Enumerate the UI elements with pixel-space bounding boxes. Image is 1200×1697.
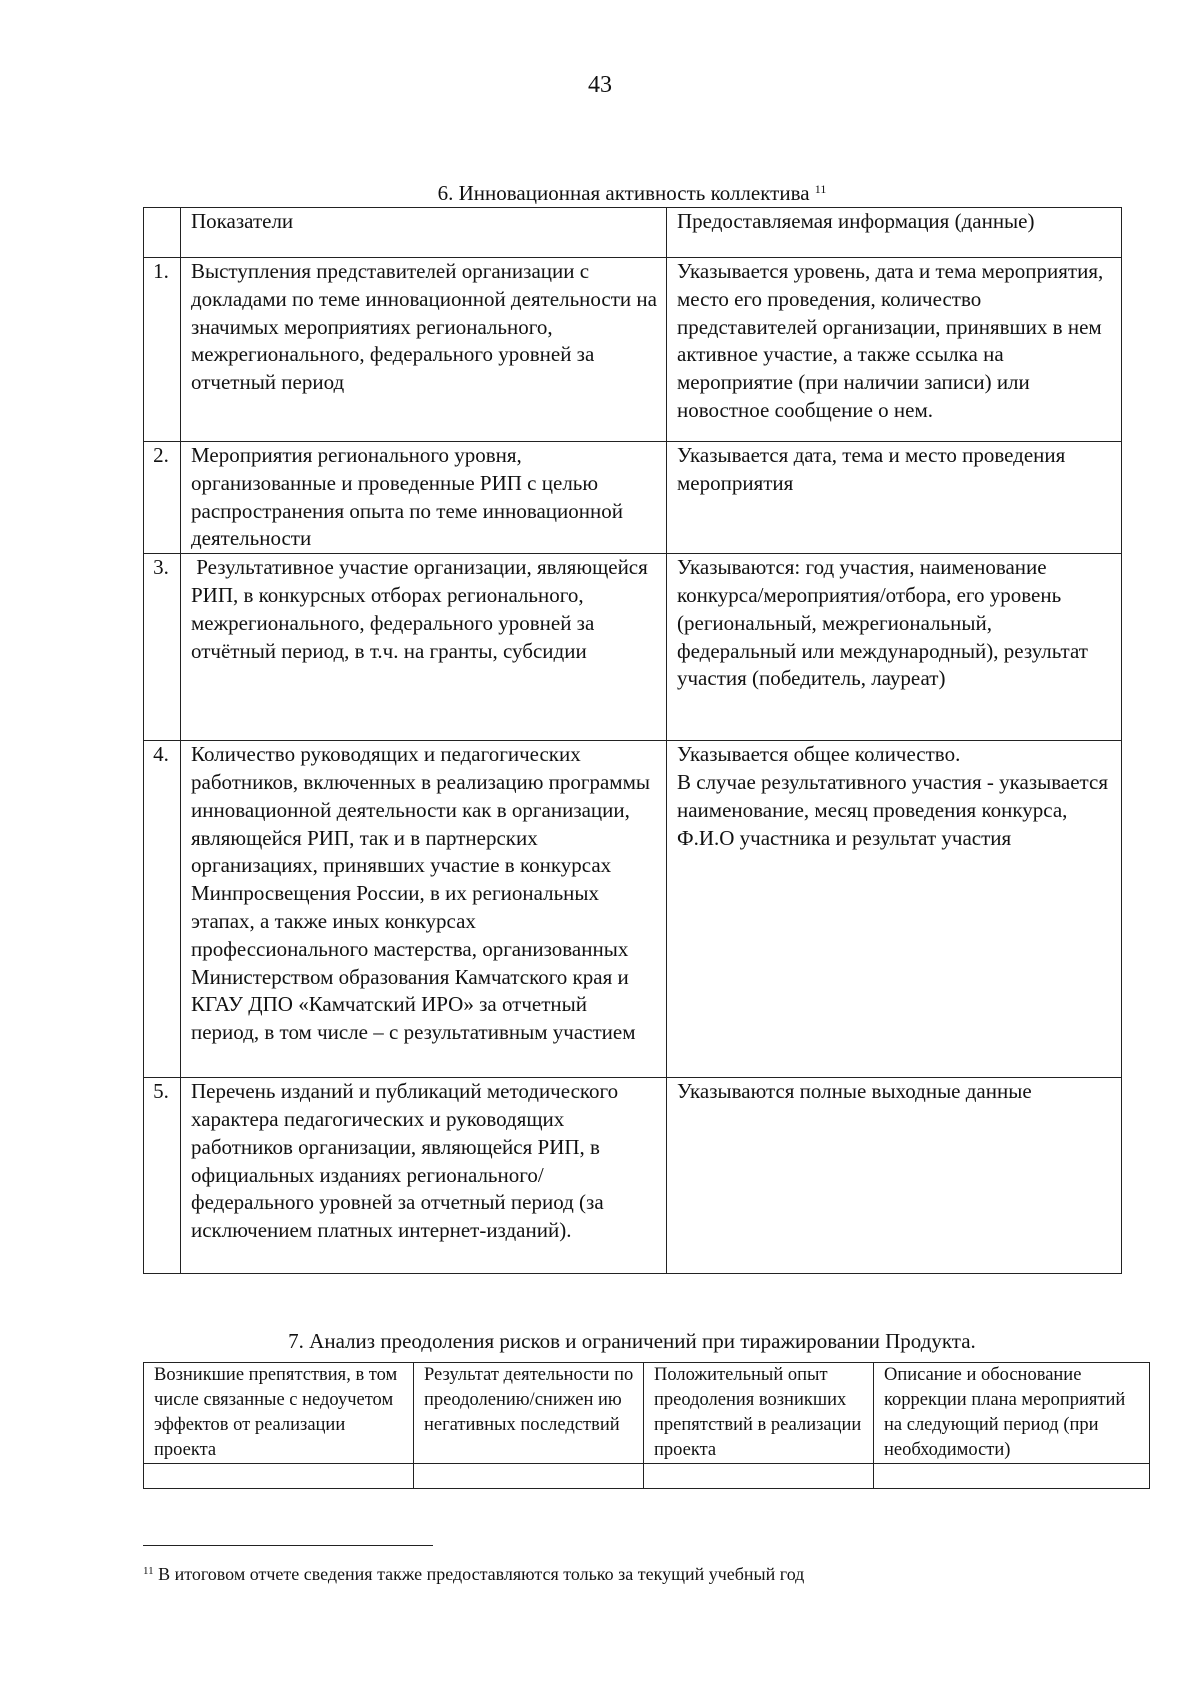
row-info: Указываются полные выходные данные [667,1078,1122,1274]
row-info: Указываются: год участия, наименование конкурса/мероприятия/отбора, его уровень (региональный, межрегиональный, федеральный или международный), результат участия (победитель, лауреат) [667,554,1122,741]
empty-cell [144,1464,414,1489]
footnote [143,1563,1123,1585]
section-6-title-text: 6. Инновационная активность коллектива [437,181,810,205]
risk-analysis-table [143,1362,1150,1489]
row-info: Указывается уровень, дата и тема мероприятия, место его проведения, количество представителей организации, принявших в нем активное участие, а также ссылка на мероприятие (при наличии записи) или новостное сообщение о нем. [667,258,1122,442]
row-indicator: Результативное участие организации, являющейся РИП, в конкурсных отборах регионального, межрегионального, федерального уровней за отчётный период, в т.ч. на гранты, субсидии [181,554,667,741]
row-number: 1. [144,258,181,442]
section-7-title: 7. Анализ преодоления рисков и ограничений при тиражировании Продукта. [288,1329,976,1353]
header-info-cell: Предоставляемая информация (данные) [667,208,1122,258]
footnote-text: В итоговом отчете сведения также предоставляются только за текущий учебный год [153,1564,805,1584]
table-row [144,741,1122,1078]
row-indicator: Перечень изданий и публикаций методического характера педагогических и руководящих работников организации, являющейся РИП, в официальных изданиях регионального/ федерального уровней за отчетный период (за исключением платных интернет-изданий). [181,1078,667,1274]
table-row [144,258,1122,442]
header-num-cell [144,208,181,258]
row-indicator: Выступления представителей организации с докладами по теме инновационной деятельности на значимых мероприятиях регионального, межрегионального, федерального уровней за отчетный период [181,258,667,442]
page-number: 43 [588,72,612,98]
row-number: 5. [144,1078,181,1274]
table-row [144,554,1122,741]
table-row [144,1078,1122,1274]
row-info: Указывается дата, тема и место проведения мероприятия [667,442,1122,554]
table-row [144,1464,1150,1489]
table-header-row [144,208,1122,258]
header-result-cell: Результат деятельности по преодолению/снижен ию негативных последствий [414,1363,644,1464]
row-info: Указывается общее количество. В случае результативного участия - указывается наименование, месяц проведения конкурса, Ф.И.О участника и результат участия [667,741,1122,1078]
empty-cell [414,1464,644,1489]
innovation-activity-table [143,207,1122,1274]
header-obstacles-cell: Возникшие препятствия, в том числе связанные с недоучетом эффектов от реализации проекта [144,1363,414,1464]
table-row [144,442,1122,554]
footnote-mark: 11 [143,1565,154,1577]
header-correction-cell: Описание и обоснование коррекции плана мероприятий на следующий период (при необходимости) [874,1363,1150,1464]
row-number: 2. [144,442,181,554]
row-indicator: Количество руководящих и педагогических работников, включенных в реализацию программы инновационной деятельности как в организации, являющейся РИП, так и в партнерских организациях, принявших участие в конкурсах Минпросвещения России, в их региональных этапах, а также иных конкурсах профессионального мастерства, организованных Министерством образования Камчатского края и КГАУ ДПО «Камчатский ИРО» за отчетный период, в том числе – с результативным участием [181,741,667,1078]
header-positive-experience-cell: Положительный опыт преодоления возникших препятствий в реализации проекта [644,1363,874,1464]
row-indicator: Мероприятия регионального уровня, организованные и проведенные РИП с целью распространения опыта по теме инновационной деятельности [181,442,667,554]
header-indicators-cell: Показатели [181,208,667,258]
empty-cell [644,1464,874,1489]
row-number: 4. [144,741,181,1078]
row-number: 3. [144,554,181,741]
footnote-reference: 11 [814,182,827,196]
section-6-title [143,181,1121,205]
empty-cell [874,1464,1150,1489]
table-header-row [144,1363,1150,1464]
footnote-separator [143,1545,433,1546]
